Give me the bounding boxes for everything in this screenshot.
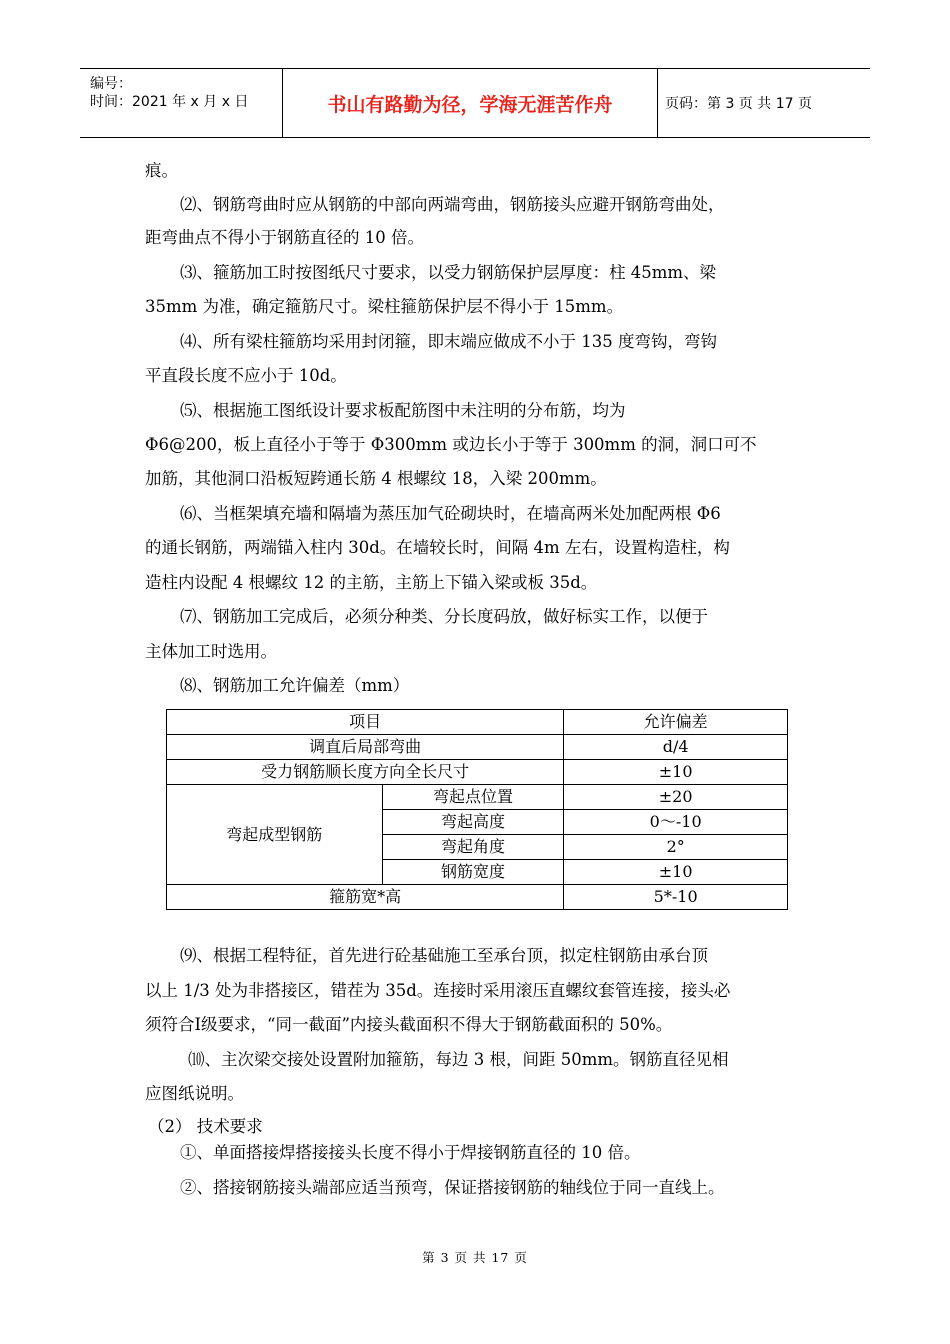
body-line: 须符合Ⅰ级要求，“同一截面”内接头截面积不得大于钢筋截面积的 50%。 xyxy=(145,1015,673,1034)
table-cell: ±10 xyxy=(564,760,788,785)
table-cell: 2° xyxy=(564,835,788,860)
table-row xyxy=(167,760,788,785)
body-line: ⑸、根据施工图纸设计要求板配筋图中未注明的分布筋，均为 xyxy=(180,401,626,420)
time-label: 时间：2021 年 x 月 x 日 xyxy=(90,94,249,110)
section-heading: （2） 技术要求 xyxy=(148,1117,263,1136)
body-line: ⑼、根据工程特征，首先进行砼基础施工至承台顶，拟定柱钢筋由承台顶 xyxy=(180,946,708,965)
table-header-item: 项目 xyxy=(167,710,564,735)
body-line: ⑶、箍筋加工时按图纸尺寸要求，以受力钢筋保护层厚度：柱 45mm、梁 xyxy=(180,263,717,282)
table-cell: d/4 xyxy=(564,735,788,760)
table-cell: 调直后局部弯曲 xyxy=(167,735,564,760)
body-line: ⑹、当框架填充墙和隔墙为蒸压加气砼砌块时，在墙高两米处加配两根 Φ6 xyxy=(180,504,721,523)
body-line: 距弯曲点不得小于钢筋直径的 10 倍。 xyxy=(145,228,424,247)
body-line: 主体加工时选用。 xyxy=(145,642,277,661)
body-line: 以上 1/3 处为非搭接区，错茬为 35d。连接时采用滚压直螺纹套管连接，接头必 xyxy=(145,981,731,1000)
table-cell: 弯起点位置 xyxy=(382,785,564,810)
body-line: 35mm 为准，确定箍筋尺寸。梁柱箍筋保护层不得小于 15mm。 xyxy=(145,297,624,316)
body-line: 造柱内设配 4 根螺纹 12 的主筋，主筋上下锚入梁或板 35d。 xyxy=(145,573,598,592)
table-row xyxy=(167,885,788,910)
number-label: 编号： xyxy=(90,76,132,92)
table-cell: 弯起角度 xyxy=(382,835,564,860)
table-cell: 5*-10 xyxy=(564,885,788,910)
body-line: 平直段长度不应小于 10d。 xyxy=(145,366,347,385)
table-cell: 0～-10 xyxy=(564,810,788,835)
body-line: ②、搭接钢筋接头端部应适当预弯，保证搭接钢筋的轴线位于同一直线上。 xyxy=(180,1178,725,1197)
table-row xyxy=(167,785,788,810)
tolerance-table xyxy=(166,709,788,910)
header-page-label: 页码：第 3 页 共 17 页 xyxy=(665,96,812,112)
table-cell: 钢筋宽度 xyxy=(382,860,564,885)
table-cell: 受力钢筋顺长度方向全长尺寸 xyxy=(167,760,564,785)
body-line: 的通长钢筋，两端锚入柱内 30d。在墙较长时，间隔 4m 左右，设置构造柱，构 xyxy=(145,538,730,557)
table-cell: 箍筋宽*高 xyxy=(167,885,564,910)
table-row xyxy=(167,735,788,760)
body-line: ⑷、所有梁柱箍筋均采用封闭箍，即末端应做成不小于 135 度弯钩，弯钩 xyxy=(180,332,717,351)
body-line: ⑵、钢筋弯曲时应从钢筋的中部向两端弯曲，钢筋接头应避开钢筋弯曲处， xyxy=(180,195,725,214)
body-line: 应图纸说明。 xyxy=(145,1084,244,1103)
table-cell: ±10 xyxy=(564,860,788,885)
table-header-tolerance: 允许偏差 xyxy=(564,710,788,735)
body-line: ①、单面搭接焊搭接接头长度不得小于焊接钢筋直径的 10 倍。 xyxy=(180,1143,641,1162)
page-header xyxy=(80,68,870,138)
table-group-label: 弯起成型钢筋 xyxy=(167,785,383,885)
body-line: Φ6@200，板上直径小于等于 Φ300mm 或边长小于等于 300mm 的洞，洞口可不 xyxy=(145,435,757,454)
table-cell: ±20 xyxy=(564,785,788,810)
body-line: 痕。 xyxy=(145,161,178,180)
body-line: ⑻、钢筋加工允许偏差（mm） xyxy=(180,676,410,695)
body-line: ⑽、主次梁交接处设置附加箍筋，每边 3 根，间距 50mm。钢筋直径见相 xyxy=(188,1050,729,1069)
table-cell: 弯起高度 xyxy=(382,810,564,835)
page-footer: 第 3 页 共 17 页 xyxy=(422,1250,528,1265)
header-info-cell xyxy=(80,69,283,137)
body-line: ⑺、钢筋加工完成后，必须分种类、分长度码放，做好标实工作，以便于 xyxy=(180,607,708,626)
table-row xyxy=(167,710,788,735)
body-line: 加筋，其他洞口沿板短跨通长筋 4 根螺纹 18，入梁 200mm。 xyxy=(145,469,607,488)
header-motto: 书山有路勤为径，学海无涯苦作舟 xyxy=(283,69,658,137)
